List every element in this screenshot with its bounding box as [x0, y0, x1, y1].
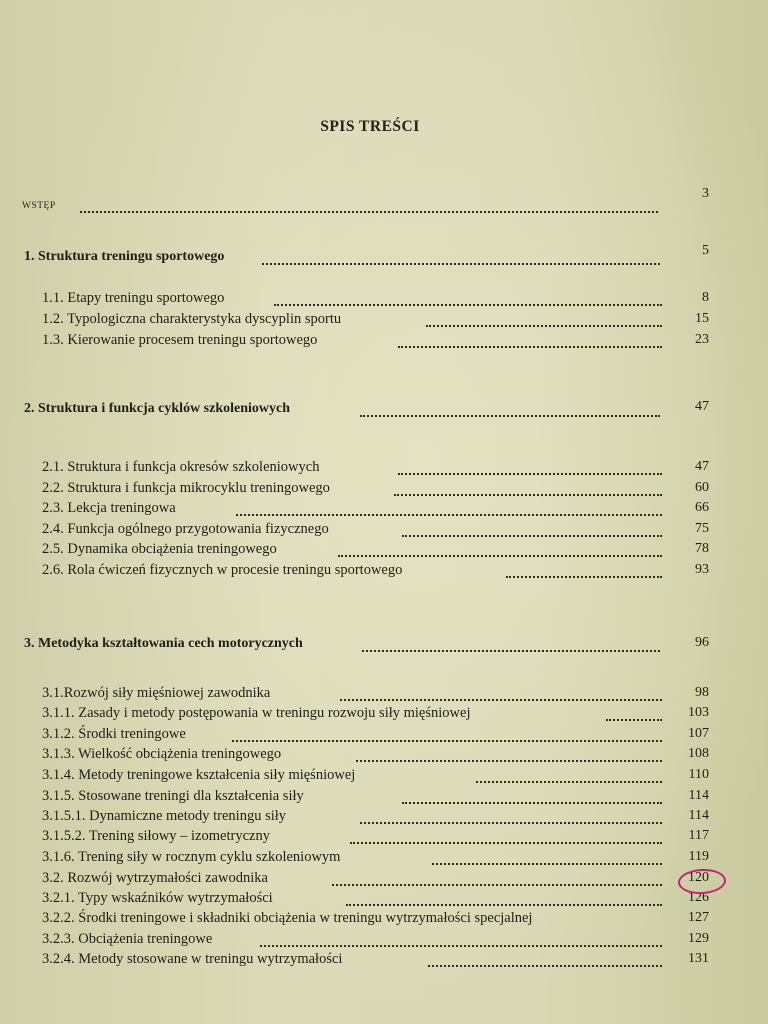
toc-entry-page: 103 [688, 705, 709, 720]
toc-entry-label: 3. Metodyka kształtowania cech motorycznych [24, 636, 303, 651]
toc-entry-chapter-1 [0, 243, 768, 269]
dot-leader [360, 820, 662, 824]
toc-entry-page: 5 [702, 243, 709, 258]
toc-entry [0, 290, 768, 310]
toc-entry-label: WSTĘP [22, 201, 56, 211]
toc-entry-page: 23 [695, 332, 709, 347]
dot-leader [362, 648, 660, 652]
page-title: SPIS TREŚCI [320, 118, 420, 135]
toc-entry-page: 126 [688, 890, 709, 905]
toc-entry-label: 3.1.1. Zasady i metody postępowania w treningu rozwoju siły mięśniowej [42, 705, 471, 721]
toc-entry-page: 117 [688, 828, 709, 843]
toc-entry [0, 726, 768, 746]
dot-leader [476, 779, 662, 783]
dot-leader [232, 738, 662, 742]
dot-leader [432, 861, 662, 865]
toc-entry-label: 1. Struktura treningu sportowego [24, 249, 225, 264]
toc-entry-page: 119 [688, 849, 709, 864]
toc-entry-label: 2.5. Dynamika obciążenia treningowego [42, 541, 277, 557]
toc-entry-page: 108 [688, 746, 709, 761]
toc-entry-page: 96 [695, 635, 709, 650]
toc-entry-label: 2. Struktura i funkcja cyklów szkoleniowych [24, 401, 291, 416]
toc-entry [0, 562, 768, 582]
toc-entry-page: 110 [688, 767, 709, 782]
dot-leader [340, 697, 662, 701]
dot-leader [606, 717, 662, 721]
toc-entry-page: 3 [702, 186, 709, 201]
toc-entry-label: 1.1. Etapy treningu sportowego [42, 290, 225, 306]
toc-entry-label: 2.3. Lekcja treningowa [42, 500, 176, 516]
toc-entry [0, 767, 768, 787]
toc-entry [0, 332, 768, 352]
toc-entry [0, 808, 768, 828]
toc-entry [0, 910, 768, 930]
dot-leader [398, 471, 662, 475]
toc-entry-page: 47 [695, 399, 709, 414]
dot-leader [260, 943, 662, 947]
toc-entry-chapter-3 [0, 636, 768, 656]
toc-entry [0, 311, 768, 331]
toc-entry-label: 3.2.4. Metody stosowane w treningu wytrzymałości [42, 951, 343, 967]
toc-entry [0, 951, 768, 971]
dot-leader [262, 261, 660, 265]
toc-entry [0, 890, 768, 910]
toc-entry-label: 3.1.2. Środki treningowe [42, 726, 186, 742]
dot-leader [398, 344, 662, 348]
toc-entry-page: 78 [695, 541, 709, 556]
dot-leader [506, 574, 662, 578]
toc-entry-label: 1.2. Typologiczna charakterystyka dyscyplin sportu [42, 311, 342, 327]
toc-entry-label: 3.2. Rozwój wytrzymałości zawodnika [42, 870, 268, 886]
toc-entry-label: 3.1.5. Stosowane treningi dla kształcenia siły [42, 788, 304, 804]
toc-entry-page: 15 [695, 311, 709, 326]
dot-leader [402, 800, 662, 804]
toc-entry-label: 3.1.5.1. Dynamiczne metody treningu siły [42, 808, 287, 824]
toc-entry-page: 47 [695, 459, 709, 474]
toc-entry [0, 459, 768, 479]
toc-entry-label: 3.2.3. Obciążenia treningowe [42, 931, 213, 947]
toc-entry-page: 107 [688, 726, 709, 741]
toc-entry [0, 931, 768, 951]
toc-entry-label: 2.6. Rola ćwiczeń fizycznych w procesie treningu sportowego [42, 562, 403, 578]
dot-leader [402, 533, 662, 537]
toc-entry [0, 685, 768, 705]
dot-leader [394, 492, 662, 496]
toc-entry-page: 75 [695, 521, 709, 536]
toc-entry-page: 114 [688, 808, 709, 823]
toc-entry [0, 521, 768, 541]
toc-entry [0, 788, 768, 808]
toc-entry-page: 129 [688, 931, 709, 946]
toc-entry-page: 120 [688, 870, 709, 885]
toc-entry [0, 746, 768, 766]
toc-entry-page: 131 [688, 951, 709, 966]
toc-entry-intro [0, 186, 768, 219]
dot-leader [332, 882, 662, 886]
toc-entry-label: 3.1.5.2. Trening siłowy – izometryczny [42, 828, 270, 844]
dot-leader [346, 902, 662, 906]
toc-entry-label: 3.1.6. Trening siły w rocznym cyklu szkoleniowym [42, 849, 341, 865]
toc-entry-label: 2.2. Struktura i funkcja mikrocyklu treningowego [42, 480, 330, 496]
dot-leader [80, 209, 658, 213]
toc-entry-page: 60 [695, 480, 709, 495]
toc-entry [0, 705, 768, 725]
toc-entry-page: 66 [695, 500, 709, 515]
toc-entry-label: 3.2.1. Typy wskaźników wytrzymałości [42, 890, 273, 906]
toc-entry-chapter-2 [0, 401, 768, 421]
toc-entry-page: 114 [688, 788, 709, 803]
toc-entry [0, 500, 768, 520]
toc-entry-marked [0, 870, 768, 890]
toc-entry [0, 828, 768, 848]
toc-entry-label: 2.4. Funkcja ogólnego przygotowania fizycznego [42, 521, 329, 537]
dot-leader [338, 553, 662, 557]
toc-entry-label: 3.1.Rozwój siły mięśniowej zawodnika [42, 685, 271, 701]
dot-leader [426, 323, 662, 327]
toc-entry-label: 3.2.2. Środki treningowe i składniki obciążenia w treningu wytrzymałości specjalnej [42, 910, 533, 926]
dot-leader [356, 758, 662, 762]
toc-entry [0, 541, 768, 561]
toc-entry-page: 98 [695, 685, 709, 700]
dot-leader [236, 512, 662, 516]
toc-entry-page: 8 [702, 290, 709, 305]
toc-entry-label: 1.3. Kierowanie procesem treningu sportowego [42, 332, 318, 348]
toc-entry-page: 127 [688, 910, 709, 925]
toc-entry-label: 2.1. Struktura i funkcja okresów szkoleniowych [42, 459, 320, 475]
dot-leader [274, 302, 662, 306]
dot-leader [428, 963, 662, 967]
toc-entry [0, 849, 768, 869]
toc-entry-label: 3.1.4. Metody treningowe kształcenia siły mięśniowej [42, 767, 356, 783]
toc-entry-page: 93 [695, 562, 709, 577]
dot-leader [350, 840, 662, 844]
toc-entry [0, 480, 768, 500]
dot-leader [360, 413, 660, 417]
toc-entry-label: 3.1.3. Wielkość obciążenia treningowego [42, 746, 282, 762]
